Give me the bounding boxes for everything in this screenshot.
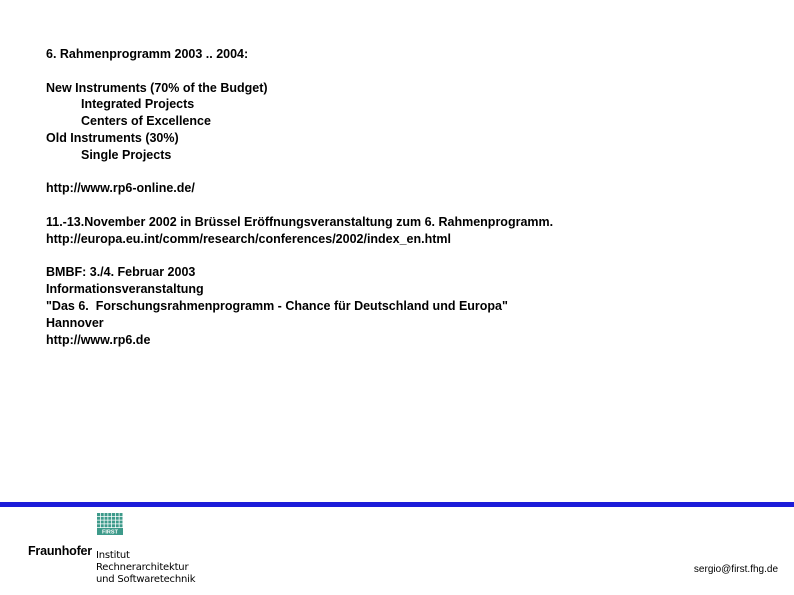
fraunhofer-first-logo — [28, 512, 228, 592]
institute-line: Rechnerarchitektur — [96, 562, 189, 573]
slide-heading: 6. Rahmenprogramm 2003 .. 2004: — [46, 47, 249, 61]
spacer — [46, 248, 766, 265]
spacer — [46, 197, 766, 214]
first-logo-text: FIRST — [102, 529, 118, 536]
old-instrument-item: Single Projects — [81, 147, 172, 162]
bmbf-date: BMBF: 3./4. Februar 2003 — [46, 265, 196, 280]
bmbf-event: Informationsveranstaltung — [46, 282, 204, 297]
new-instruments-label: New Instruments (70% of the Budget) — [46, 80, 268, 95]
rp6-link[interactable]: http://www.rp6.de — [46, 332, 151, 347]
spacer — [46, 63, 766, 80]
contact-email[interactable]: sergio@first.fhg.de — [693, 564, 778, 575]
first-logo-icon — [96, 512, 124, 540]
old-instruments-label: Old Instruments (30%) — [46, 130, 179, 145]
institute-line: und Softwaretechnik — [96, 574, 196, 585]
fraunhofer-brand: Fraunhofer — [28, 544, 92, 558]
institute-line: Institut — [96, 550, 130, 561]
institute-name — [96, 550, 195, 586]
bmbf-title: "Das 6. Forschungsrahmenprogramm - Chance für Deutschland und Europa" — [46, 298, 508, 313]
new-instrument-item: Integrated Projects — [81, 97, 195, 112]
footer-divider — [0, 502, 794, 507]
slide-content — [46, 46, 766, 348]
spacer — [46, 164, 766, 181]
europa-link[interactable]: http://europa.eu.int/comm/research/conferences/2002/index_en.html — [46, 231, 451, 246]
bruessel-event: 11.-13.November 2002 in Brüssel Eröffnungsveranstaltung zum 6. Rahmenprogramm. — [46, 214, 554, 229]
bmbf-place: Hannover — [46, 315, 104, 330]
new-instrument-item: Centers of Excellence — [81, 114, 211, 129]
rp6-online-link[interactable]: http://www.rp6-online.de/ — [46, 181, 195, 196]
